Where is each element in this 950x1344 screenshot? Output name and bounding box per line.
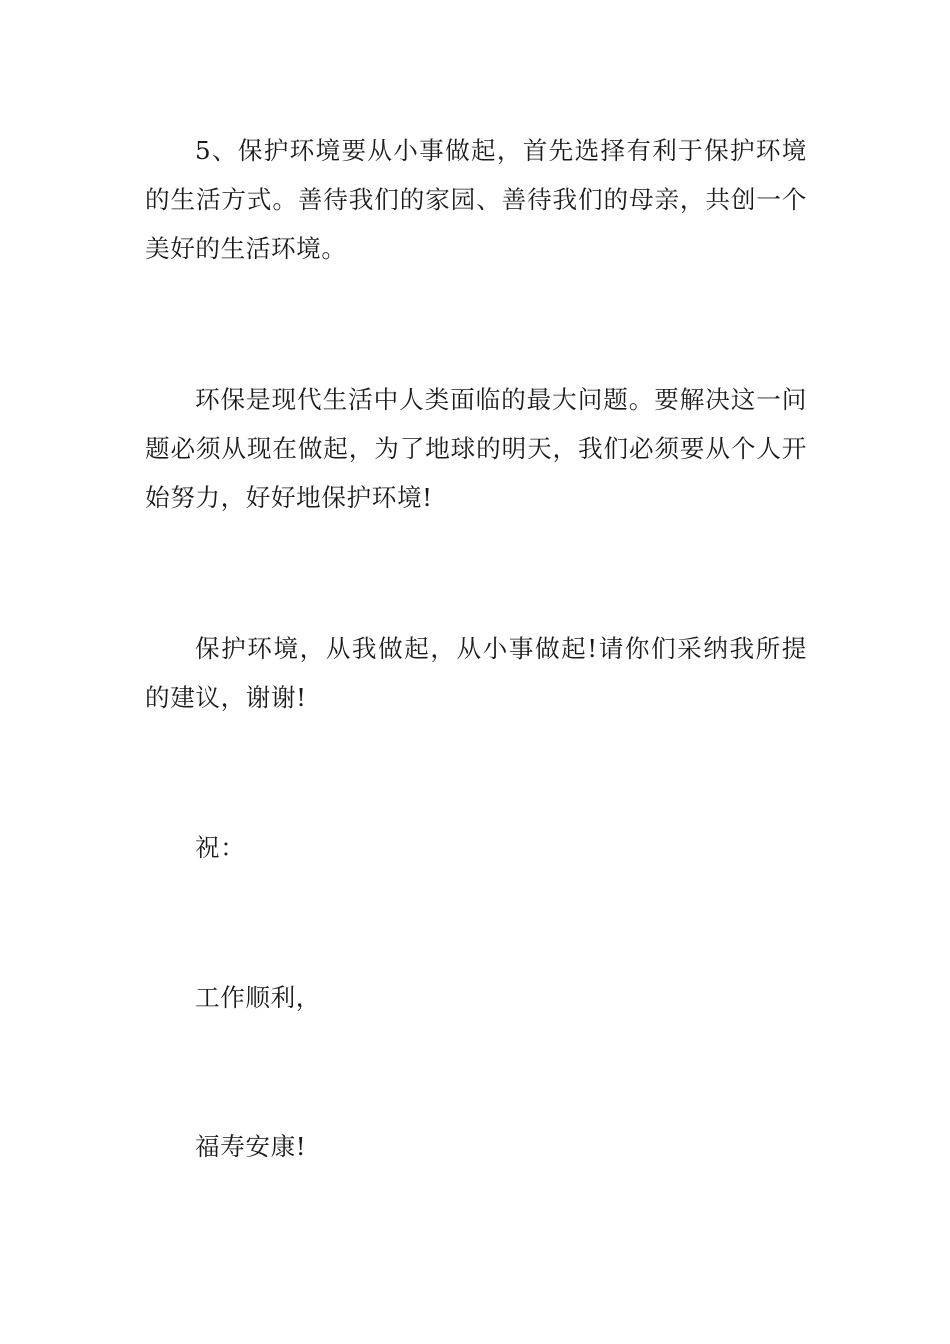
paragraph-closing-request: 保护环境，从我做起，从小事做起!请你们采纳我所提的建议，谢谢! bbox=[145, 634, 807, 712]
paragraph-suggestion-5: 5、保护环境要从小事做起，首先选择有利于保护环境的生活方式。善待我们的家园、善待我们的母亲，共创一个美好的生活环境。 bbox=[145, 136, 807, 263]
paragraph-environment-problem: 环保是现代生活中人类面临的最大问题。要解决这一问题必须从现在做起，为了地球的明天，我们必须要从个人开始努力，好好地保护环境! bbox=[145, 385, 807, 512]
salutation-wish: 祝： bbox=[195, 833, 246, 862]
wish-line-health: 福寿安康! bbox=[195, 1132, 307, 1161]
wish-line-work: 工作顺利， bbox=[195, 983, 321, 1012]
